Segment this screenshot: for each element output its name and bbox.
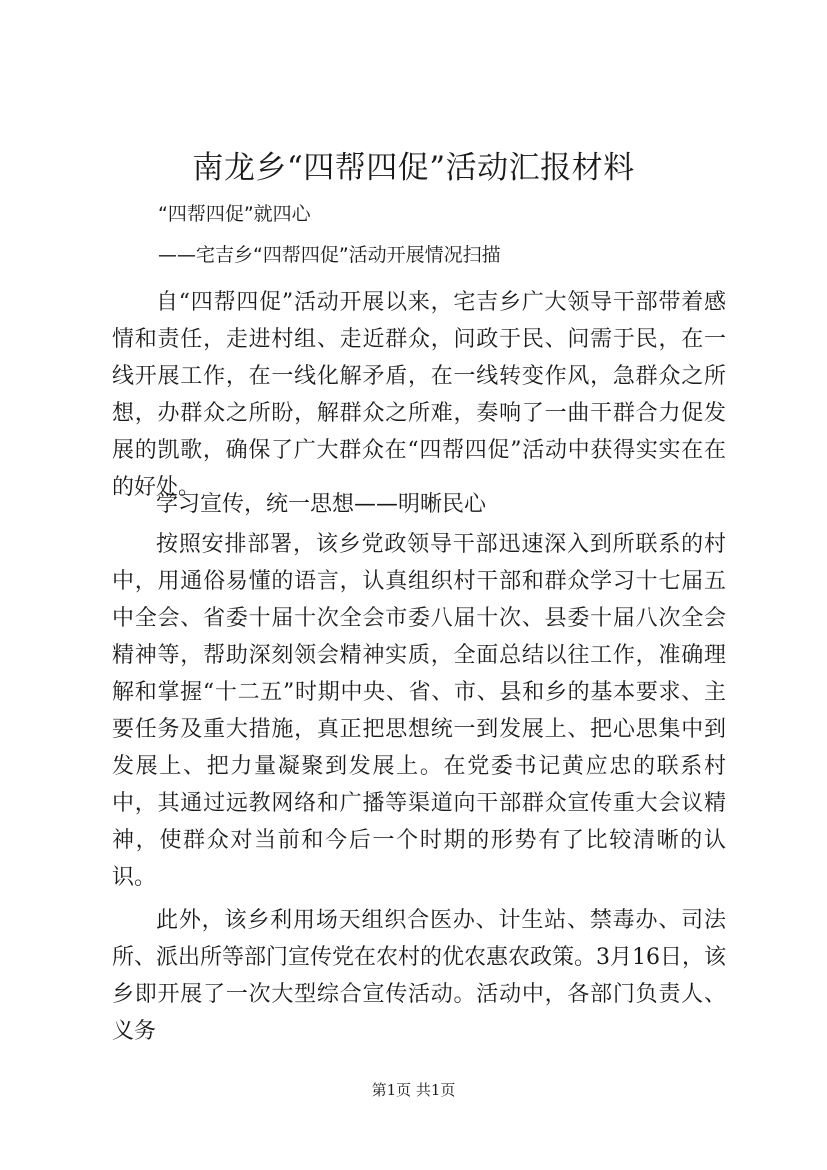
paragraph-block-1	[112, 284, 726, 506]
document-title: 南龙乡“四帮四促”活动汇报材料	[192, 150, 635, 186]
paragraph-block-3	[112, 902, 726, 1050]
document-subtitle-main: “四帮四促”就四心	[158, 203, 311, 225]
section-heading: 学习宣传，统一思想——明晰民心	[156, 492, 487, 517]
paragraph: 此外，该乡利用场天组织合医办、计生站、禁毒办、司法所、派出所等部门宣传党在农村的优农惠农政策。3月16日，该乡即开展了一次大型综合宣传活动。活动中，各部门负责人、义务	[112, 908, 726, 1044]
paragraph-block-2	[112, 526, 726, 896]
paragraph: 自“四帮四促”活动开展以来，宅吉乡广大领导干部带着感情和责任，走进村组、走近群众，问政于民、问需于民，在一线开展工作，在一线化解矛盾，在一线转变作风，急群众之所想，办群众之所盼，解群众之所难，奏响了一曲干群合力促发展的凯歌，确保了广大群众在“四帮四促”活动中获得实实在在的好处。	[112, 290, 726, 500]
document-subtitle-sub: ——宅吉乡“四帮四促”活动开展情况扫描	[158, 244, 501, 266]
page-footer: 第1页 共1页	[371, 1081, 456, 1099]
paragraph: 按照安排部署，该乡党政领导干部迅速深入到所联系的村中，用通俗易懂的语言，认真组织村干部和群众学习十七届五中全会、省委十届十次全会市委八届十次、县委十届八次全会精神等，帮助深刻领会精神实质，全面总结以往工作，准确理解和掌握“十二五”时期中央、省、市、县和乡的基本要求、主要任务及重大措施，真正把思想统一到发展上、把心思集中到发展上、把力量凝聚到发展上。在党委书记黄应忠的联系村中，其通过远教网络和广播等渠道向干部群众宣传重大会议精神，使群众对当前和今后一个时期的形势有了比较清晰的认识。	[112, 532, 726, 890]
